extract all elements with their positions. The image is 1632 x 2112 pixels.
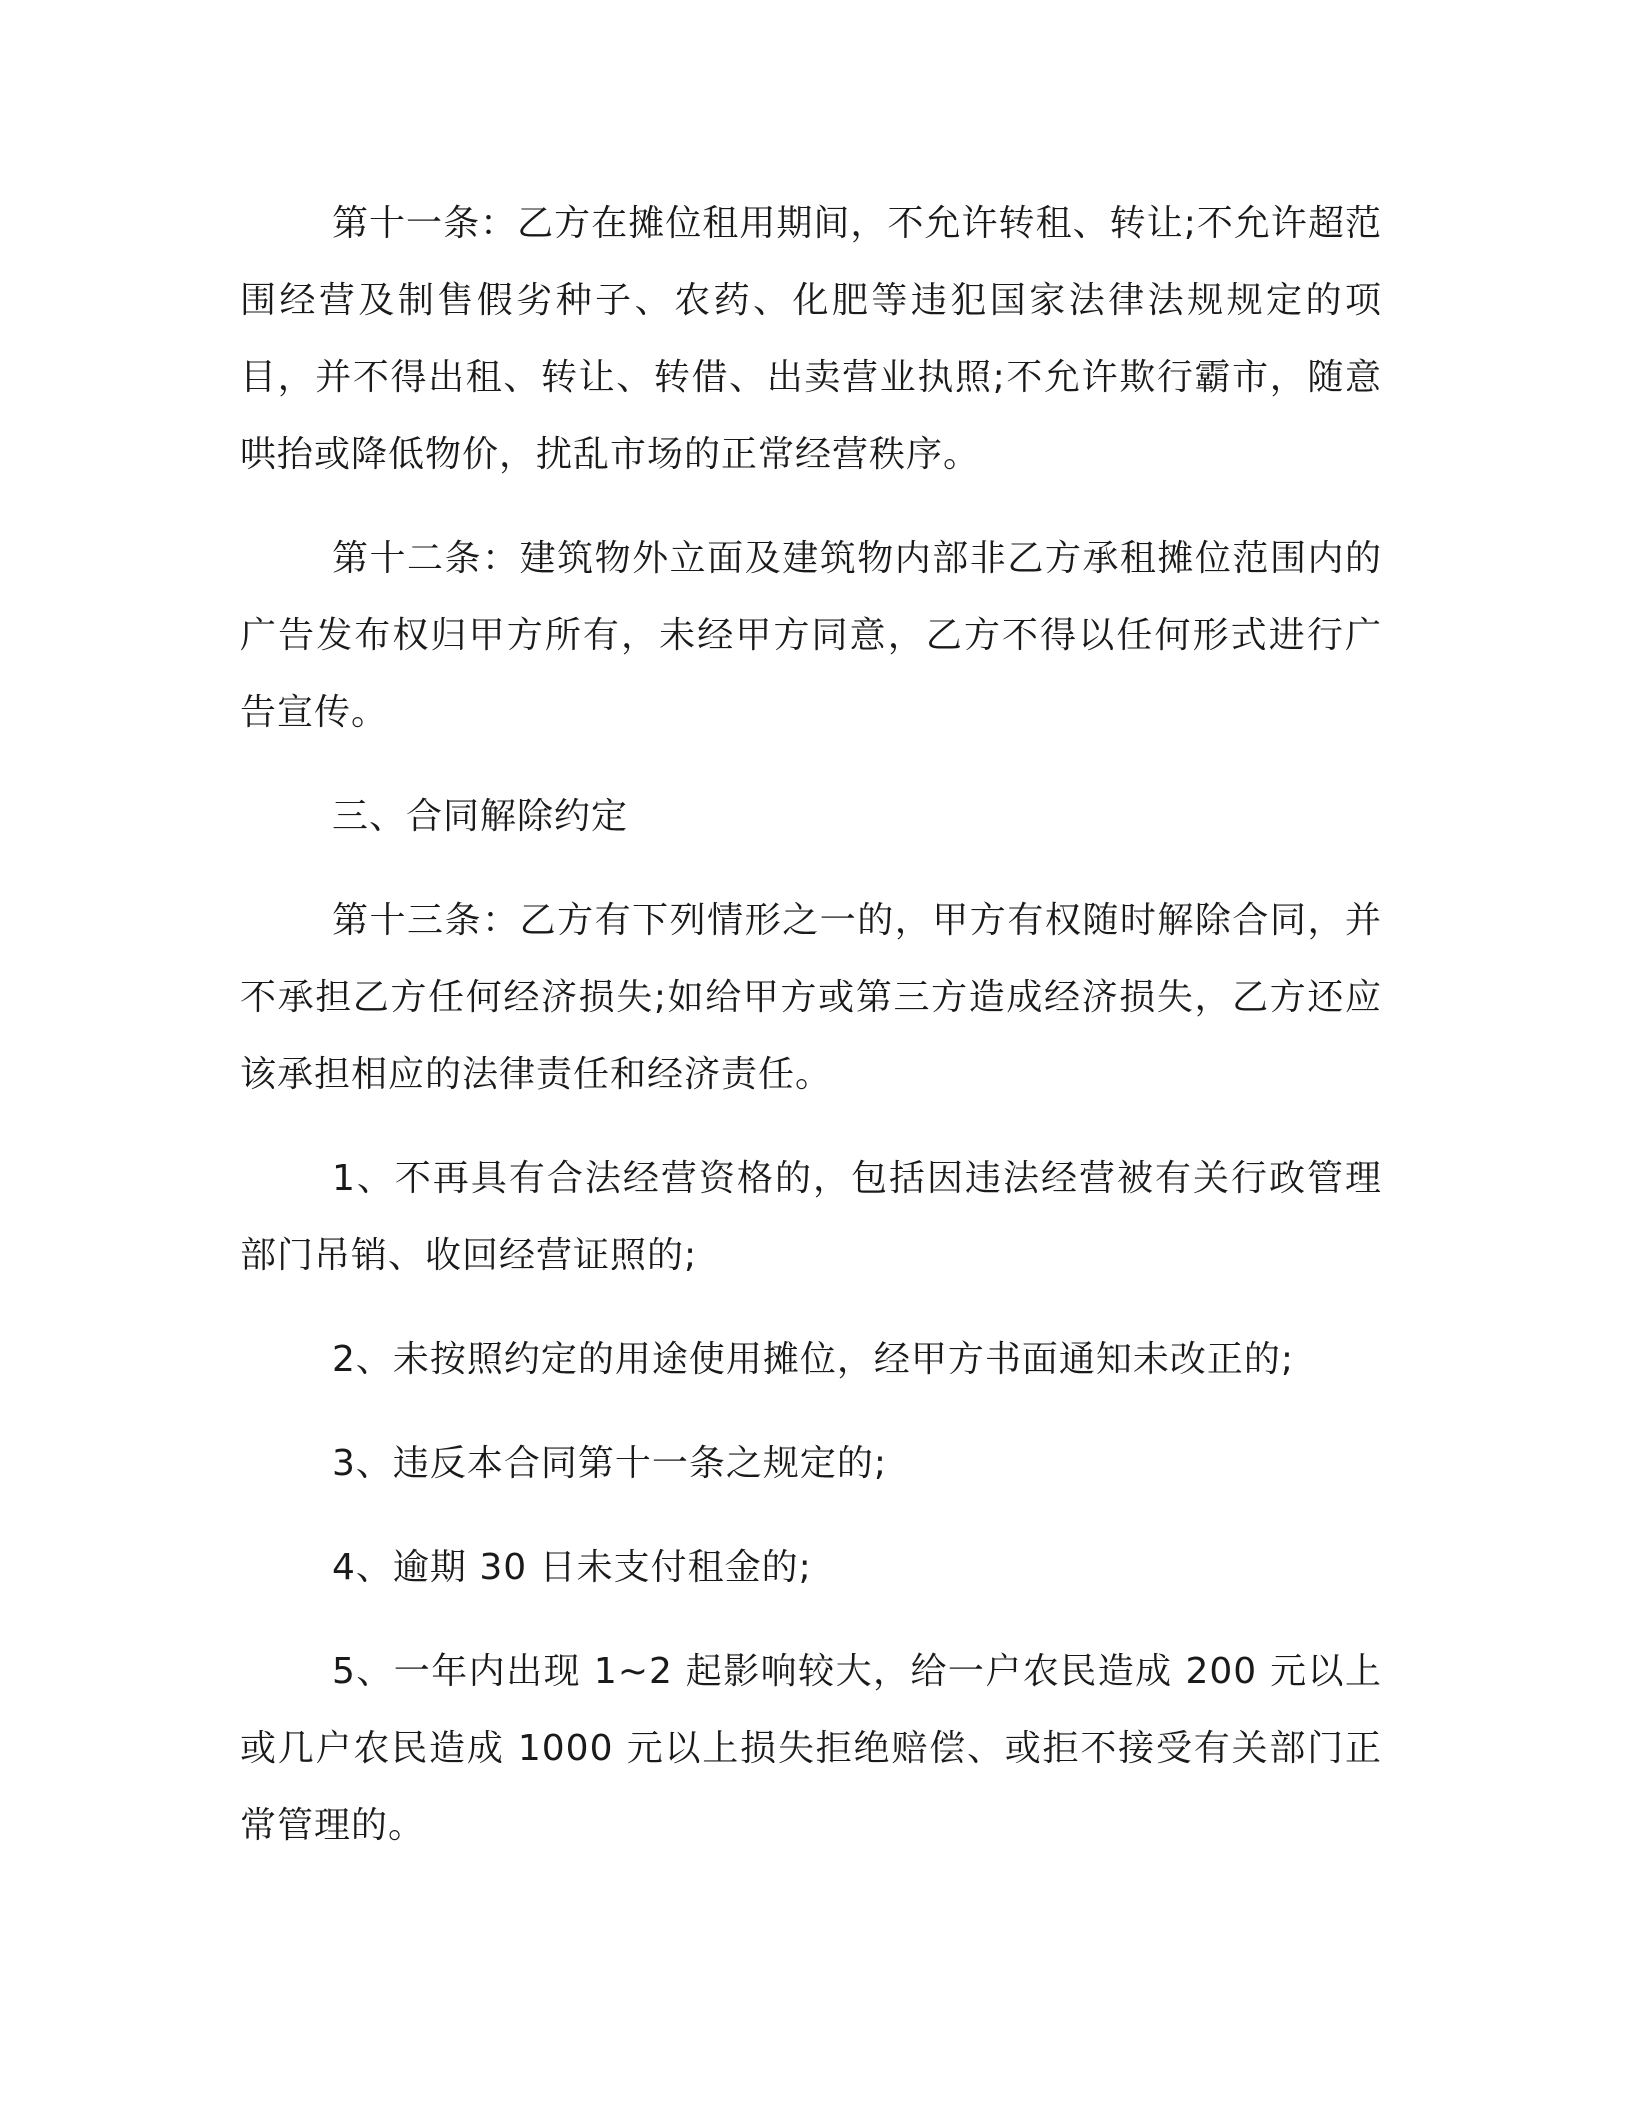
article-11-paragraph: 第十一条：乙方在摊位租用期间，不允许转租、转让;不允许超范围经营及制售假劣种子、农药、化肥等违犯国家法律法规规定的项目，并不得出租、转让、转借、出卖营业执照;不允许欺行霸市，随意哄抬或降低物价，扰乱市场的正常经营秩序。 xyxy=(240,203,1382,475)
section-heading-contract-termination: 三、合同解除约定 xyxy=(332,796,629,837)
article-12-paragraph: 第十二条：建筑物外立面及建筑物内部非乙方承租摊位范围内的广告发布权归甲方所有，未经甲方同意，乙方不得以任何形式进行广告宣传。 xyxy=(240,538,1382,733)
article-13-paragraph: 第十三条：乙方有下列情形之一的，甲方有权随时解除合同，并不承担乙方任何经济损失;如给甲方或第三方造成经济损失，乙方还应该承担相应的法律责任和经济责任。 xyxy=(240,900,1382,1095)
document-body xyxy=(240,185,1382,1891)
list-item-5: 5、一年内出现 1~2 起影响较大，给一户农民造成 200 元以上或几户农民造成 1000 元以上损失拒绝赔偿、或拒不接受有关部门正常管理的。 xyxy=(240,1651,1382,1846)
list-item-1: 1、不再具有合法经营资格的，包括因违法经营被有关行政管理部门吊销、收回经营证照的; xyxy=(240,1158,1382,1276)
list-item-4: 4、逾期 30 日未支付租金的; xyxy=(332,1547,812,1588)
list-item-2: 2、未按照约定的用途使用摊位，经甲方书面通知未改正的; xyxy=(332,1339,1295,1380)
list-item-3: 3、违反本合同第十一条之规定的; xyxy=(332,1443,888,1484)
